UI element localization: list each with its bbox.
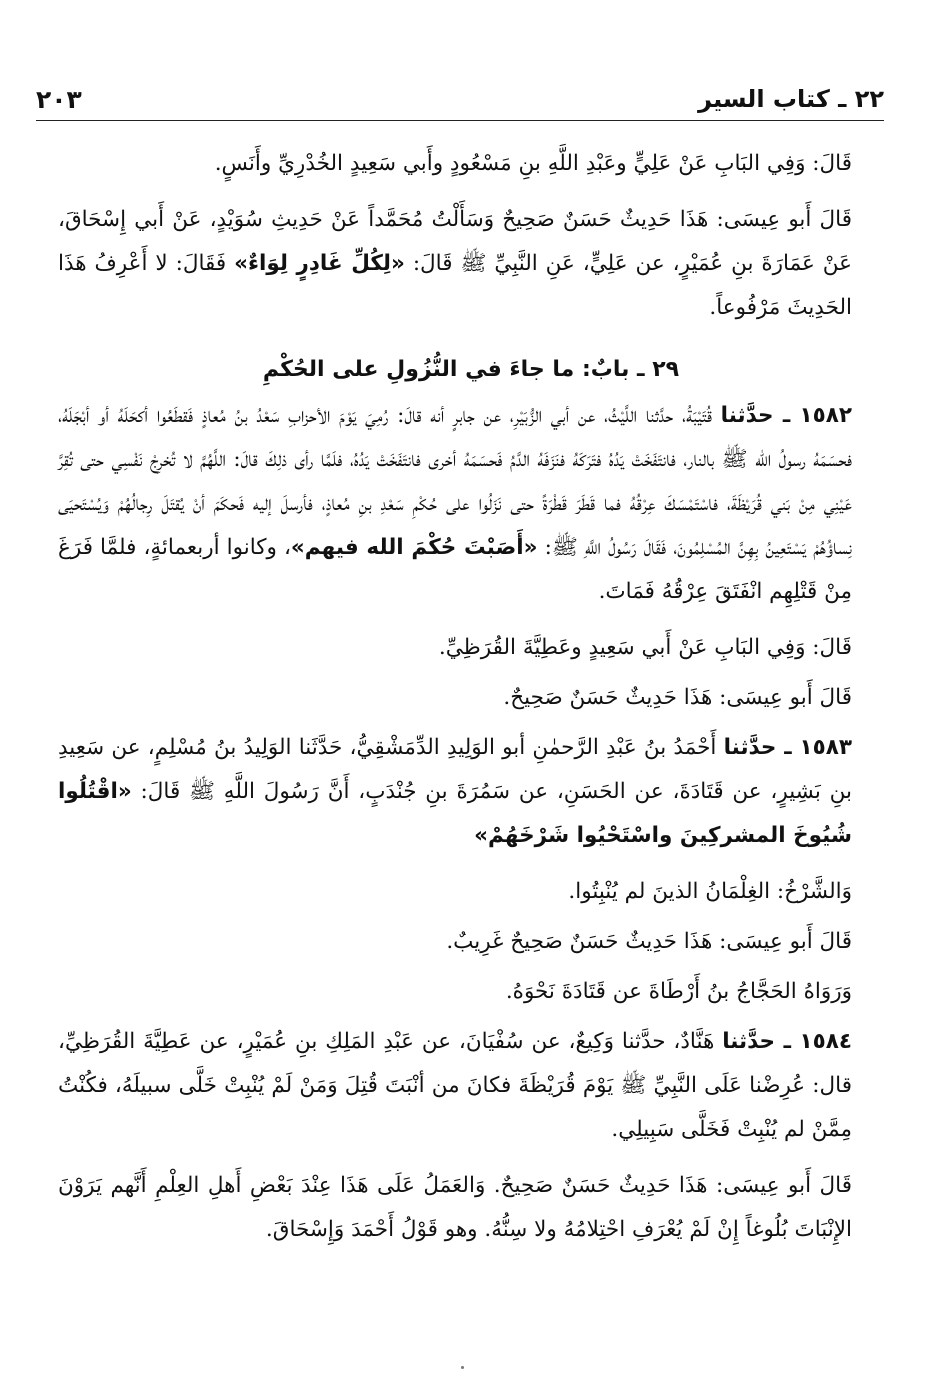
isnad-label: حدَّثنا xyxy=(720,403,774,428)
hadith-1582 xyxy=(58,394,884,614)
paragraph-text: فَقَالَ: لا أَعْرِفُ هَذَا الحَدِيثَ مَرْفُوعاً. xyxy=(58,251,852,320)
isnad-label: حدَّثنا xyxy=(723,735,777,760)
hadith-1584 xyxy=(58,1020,884,1152)
hadith-text: ، وكانوا أربعمائةٍ، فلمَّا فَرَغَ مِنْ قَتْلِهِم انْفَتَقَ عِرْقُهُ فَمَاتَ. xyxy=(58,535,852,604)
page-header xyxy=(36,78,884,121)
paragraph-sharkh: وَالشَّرْخُ: الغِلْمَانُ الذينَ لم يُنْبِتُوا. xyxy=(568,879,852,904)
hadith-quote: «اقْتُلُوا شُيُوخَ المشركِينَ واسْتَحْيُوا شَرْخَهُمْ» xyxy=(58,779,852,848)
running-title: ٢٢ ـ كتاب السير xyxy=(698,85,884,113)
chapter-heading: ٢٩ ـ بابٌ: ما جاءَ في النُّزُولِ على الحُكْمِ xyxy=(262,357,680,382)
hadith-dash: ـ xyxy=(773,403,800,428)
paragraph-abu-isa-4: قَالَ أَبو عِيسَى: هَذَا حَدِيثٌ حَسَنٌ صَحِيحٌ. وَالعَمَلُ عَلَى هَذَا عِنْدَ بَعْضِ أَهلِ العِلْمِ أَنَّهم يَرَوْنَ الإِنْبَاتَ بُلُوغاً إِنْ لَمْ يُعْرَفِ احْتِلامُهُ ولا سِنُّهُ. وهو قَوْلُ أَحْمَدَ وَإِسْحَاقَ. xyxy=(58,1173,852,1242)
paragraph-abu-isa-2: قَالَ أَبو عِيسَى: هَذَا حَدِيثٌ حَسَنٌ صَحِيحٌ. xyxy=(503,685,852,710)
hadith-number: ١٥٨٤ xyxy=(799,1029,852,1054)
hadith-text: قُتَيْبَةُ، حدَّثنا اللَّيْثُ، عن أبي الزُّبَيْرِ، عن جابرٍ أنه قالَ: رُمِيَ يَوْمَ الأحزابِ سَعْدُ بنُ مُعاذٍ فَقطَعُوا أكحَلَهُ أو أبْجَلَهُ، فحسَمَهُ رسولُ الله ﷺ بالنار، فانتَفَخَتْ يَدُهُ فتَرَكَهُ فنَزَفَهُ الدَّمُ فَحسَمَهُ أخرى فانتَفَخَتْ يَدُهُ، فلَمَّا رأى ذلِكَ قالَ: اللَّهُمَّ لا تُخرِجْ نَفْسِي حتى تُقِرَّ عَيْنِي مِنْ بَني قُرَيْظَةَ، فاسْتَمْسَكَ عِرْقُهُ فما قَطَرَ قَطْرَةً حتى نَزَلُوا على حُكْمِ سَعْدِ بنِ مُعاذٍ، فأرسلَ إليه فَحكَمَ أنْ يُقتَلَ رِجالُهُمْ وَيُسْتَحيَى نِساؤُهُمْ يَسْتَعِينُ بِهِنَّ المُسْلِمُونَ، فَقَالَ رَسُولُ اللَّهِ ﷺ: xyxy=(58,403,852,560)
paragraph-rawah: وَرَوَاهُ الحَجَّاجُ بنُ أَرْطَاةَ عن قَتَادَةَ نَحْوَهُ. xyxy=(505,979,852,1004)
paragraph-bab-2: قَالَ: وَفِي البَابِ عَنْ أَبي سَعِيدٍ وعَطِيَّةَ القُرَظِيِّ. xyxy=(438,635,852,660)
hadith-number: ١٥٨٣ xyxy=(799,735,852,760)
paragraph-text: قَالَ أَبو عِيسَى: هَذَا حَدِيثٌ حَسَنٌ صَحِيحٌ وَسَأَلْتُ مُحَمَّداً عَنْ حَدِيثِ سُوَيْدٍ، عَنْ أَبي إِسْحَاقَ، عَنْ عَمَارَةَ بنِ عُمَيْرٍ، عن عَلِيٍّ، عَنِ النَّبِيِّ ﷺ قَالَ: xyxy=(58,207,852,276)
hadith-text: هَنَّادٌ، حدَّثنا وَكِيعٌ، عن سُفْيَانَ، عن عَبْدِ المَلِكِ بنِ عُمَيْرٍ، عن عَطِيَّةَ القُرَظِيِّ، قال: عُرِضْنا عَلَى النَّبِيِّ ﷺ يَوْمَ قُرَيْظَةَ فكانَ من أنْبَتَ قُتِلَ وَمَنْ لَمْ يُنْبِتْ خَلَّى سبيلَهُ، فكُنْتُ مِمَّنْ لم يُنْبِتْ فَخَلَّى سَبِيلِي. xyxy=(58,1029,852,1142)
page-number: ٢٠٣ xyxy=(36,84,82,114)
hadith-quote: «لِكُلِّ غَادِرٍ لِوَاءٌ» xyxy=(234,251,405,276)
hadith-number: ١٥٨٢ xyxy=(799,403,852,428)
hadith-1583 xyxy=(58,726,884,858)
hadith-dash: ـ xyxy=(775,1029,800,1054)
hadith-text: أَحْمَدُ بنُ عَبْدِ الرَّحمٰنِ أبو الوَلِيدِ الدِّمَشْقِيُّ، حَدَّثَنا الوَلِيدُ بنُ مُسْلِمٍ، عن سَعِيدِ بنِ بَشِيرٍ، عن قَتَادَةَ، عن الحَسَنِ، عن سَمُرَةَ بنِ جُنْدَبٍ، أَنَّ رَسُولَ اللَّهِ ﷺ قَالَ: xyxy=(58,735,852,804)
hadith-quote: «أَصَبْتَ حُكْمَ الله فيهم» xyxy=(290,535,538,560)
page-speck xyxy=(461,1366,464,1369)
isnad-label: حدَّثنا xyxy=(722,1029,776,1054)
paragraph-bab-1: قَالَ: وَفِي البَابِ عَنْ عَلِيٍّ وعَبْدِ اللَّهِ بنِ مَسْعُودٍ وأَبي سَعِيدٍ الخُدْرِيِّ وأَنَسٍ. xyxy=(214,151,852,176)
paragraph-abu-isa-1 xyxy=(58,198,884,330)
hadith-dash: ـ xyxy=(776,735,800,760)
page-body xyxy=(58,142,884,1252)
paragraph-abu-isa-3: قَالَ أَبو عِيسَى: هَذَا حَدِيثٌ حَسَنٌ صَحِيحٌ غَرِيبٌ. xyxy=(446,929,852,954)
